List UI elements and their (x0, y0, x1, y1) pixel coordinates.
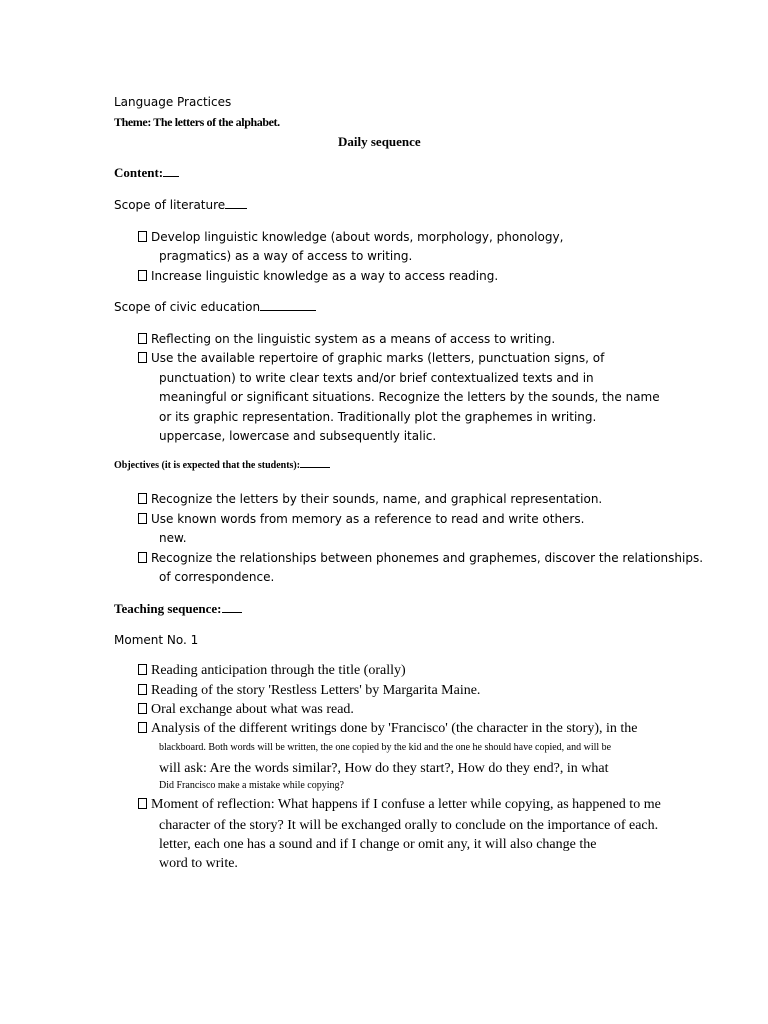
scope-civic-heading (114, 301, 316, 313)
list-item-continuation: punctuation) to write clear texts and/or brief contextualized texts and in (159, 371, 594, 385)
checkbox-icon (138, 703, 147, 714)
list-item-continuation: blackboard. Both words will be written, the one copied by the kid and the one he should have copied, and will be (159, 742, 612, 753)
list-item: Increase linguistic knowledge as a way to access reading. (138, 270, 498, 282)
teaching-heading (114, 602, 242, 615)
list-item: Use the available repertoire of graphic marks (letters, punctuation signs, of (138, 352, 604, 364)
sequence-title: Daily sequence (338, 134, 421, 149)
list-item-continuation: will ask: Are the words similar?, How do they start?, How do they end?, in what (159, 761, 609, 776)
subject-title: Language Practices (114, 95, 232, 109)
checkbox-icon (138, 333, 147, 344)
list-item-continuation: Did Francisco make a mistake while copying? (159, 780, 344, 791)
list-item: Moment of reflection: What happens if I confuse a letter while copying, as happened to me (138, 798, 661, 812)
checkbox-icon (138, 798, 147, 809)
objectives-heading-text: Objectives (it is expected that the students): (114, 460, 301, 471)
list-item-continuation: character of the story? It will be exchanged orally to conclude on the importance of each. (159, 818, 659, 833)
list-item: Use known words from memory as a reference to read and write others. (138, 513, 584, 525)
heading-underline (300, 466, 330, 468)
list-item: Reading of the story 'Restless Letters' by Margarita Maine. (138, 684, 480, 698)
content-heading-text: Content: (114, 165, 164, 180)
theme-line: Theme: The letters of the alphabet. (114, 115, 280, 129)
heading-underline (260, 309, 316, 311)
list-item-continuation: or its graphic representation. Traditionally plot the graphemes in writing. (159, 410, 597, 424)
list-item: Reading anticipation through the title (orally) (138, 664, 406, 678)
list-item-continuation: meaningful or significant situations. Recognize the letters by the sounds, the name (159, 390, 660, 404)
checkbox-icon (138, 664, 147, 675)
scope-literature-heading (114, 199, 247, 211)
list-item: Reflecting on the linguistic system as a means of access to writing. (138, 333, 555, 345)
checkbox-icon (138, 684, 147, 695)
list-item-continuation: of correspondence. (159, 570, 275, 584)
checkbox-icon (138, 552, 147, 563)
list-item: Recognize the relationships between phonemes and graphemes, discover the relationships. (138, 552, 703, 564)
heading-underline (163, 175, 179, 177)
list-item: Recognize the letters by their sounds, name, and graphical representation. (138, 493, 602, 505)
list-item-continuation: new. (159, 531, 187, 545)
list-item-continuation: letter, each one has a sound and if I change or omit any, it will also change the (159, 837, 597, 852)
checkbox-icon (138, 513, 147, 524)
list-item: Oral exchange about what was read. (138, 703, 354, 717)
heading-underline (222, 611, 242, 613)
list-item: Analysis of the different writings done by 'Francisco' (the character in the story), in the (138, 722, 637, 736)
checkbox-icon (138, 722, 147, 733)
list-item-continuation: uppercase, lowercase and subsequently italic. (159, 429, 437, 443)
heading-underline (225, 207, 247, 209)
list-item-continuation: word to write. (159, 856, 238, 871)
list-item-continuation: pragmatics) as a way of access to writing. (159, 249, 413, 263)
checkbox-icon (138, 231, 147, 242)
list-item: Develop linguistic knowledge (about words, morphology, phonology, (138, 231, 563, 243)
checkbox-icon (138, 352, 147, 363)
checkbox-icon (138, 493, 147, 504)
content-heading (114, 166, 179, 179)
objectives-heading (114, 461, 330, 471)
scope-literature-heading-text: Scope of literature (114, 198, 226, 212)
checkbox-icon (138, 270, 147, 281)
scope-civic-heading-text: Scope of civic education (114, 300, 261, 314)
teaching-heading-text: Teaching sequence: (114, 601, 222, 616)
moment-title: Moment No. 1 (114, 633, 199, 647)
